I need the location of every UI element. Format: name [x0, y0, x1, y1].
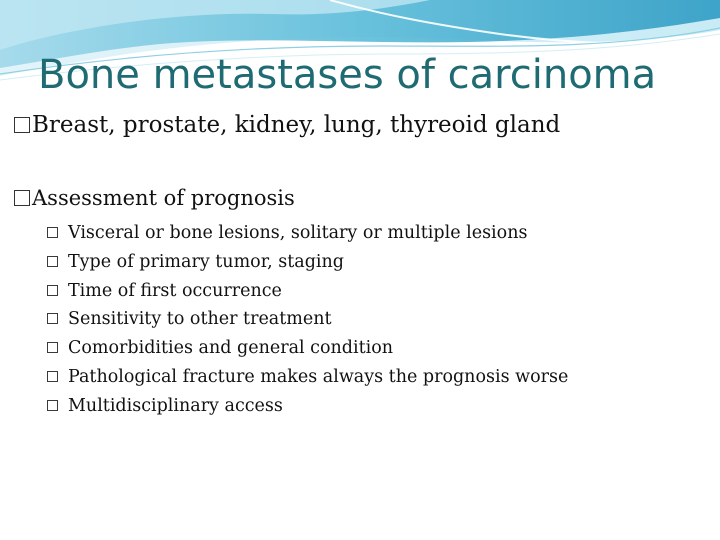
- list-item: [47, 334, 568, 363]
- list-item-text: Sensitivity to other treatment: [68, 309, 332, 330]
- bullet-text: Assessment of prognosis: [32, 186, 295, 210]
- list-item: [47, 305, 568, 334]
- checkbox-bullet-icon: [47, 313, 58, 324]
- list-item-text: Time of first occurrence: [68, 280, 282, 301]
- bullet-assessment-prognosis: [14, 186, 295, 210]
- slide-title: Bone metastases of carcinoma: [38, 52, 657, 98]
- checkbox-bullet-icon: [47, 342, 58, 353]
- list-item: [47, 392, 568, 421]
- prognosis-factor-list: [47, 219, 568, 421]
- checkbox-bullet-icon: [47, 400, 58, 411]
- bullet-primary-sites: [14, 112, 560, 138]
- list-item: [47, 219, 568, 248]
- bullet-marker-icon: [14, 117, 30, 133]
- list-item: [47, 363, 568, 392]
- list-item-text: Type of primary tumor, staging: [68, 251, 344, 272]
- list-item-text: Comorbidities and general condition: [68, 338, 394, 359]
- list-item-text: Multidisciplinary access: [68, 395, 283, 416]
- list-item: [47, 277, 568, 306]
- checkbox-bullet-icon: [47, 256, 58, 267]
- checkbox-bullet-icon: [47, 227, 58, 238]
- bullet-text: Breast, prostate, kidney, lung, thyreoid gland: [32, 112, 561, 138]
- list-item-text: Visceral or bone lesions, solitary or multiple lesions: [68, 223, 528, 243]
- checkbox-bullet-icon: [47, 285, 58, 296]
- list-item: [47, 248, 568, 277]
- bullet-marker-icon: [14, 190, 30, 206]
- checkbox-bullet-icon: [47, 371, 58, 382]
- list-item-text: Pathological fracture makes always the prognosis worse: [68, 366, 569, 387]
